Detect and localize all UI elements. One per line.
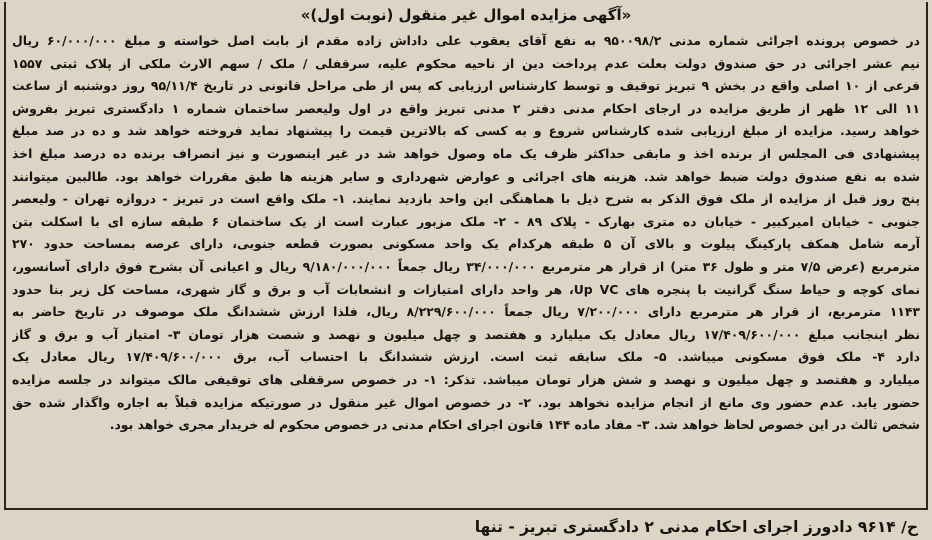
body-line: جنوبی - خیابان امیرکبیر - خیابان ده متری بهارک - پلاک ۸۹ - ۲- ملک مزبور عبارت است از یک ساختمان ۶ طبقه سازه ای با اسکلت بتن	[12, 213, 920, 229]
body-line: نمای کوچه و حیاط سنگ گرانیت با پنجره های Up VC، هر واحد دارای امتیازات و انشعابات آب و برق و گاز شهری، مساحت کل زیر بنا حدود	[12, 281, 920, 297]
notice-signature: ح/ ۹۶۱۴ دادورز اجرای احکام مدنی ۲ دادگستری تبریز - تنها	[474, 518, 918, 536]
body-line: فرعی از ۱۰ اصلی واقع در بخش ۹ تبریز توقیف و توسط کارشناس ارزیابی که پس از طی مراحل قانونی در تاریخ ۹۵/۱۱/۴ روز دوشنبه از ساعت	[12, 78, 920, 94]
body-line: خواهد رسید. مزایده از مبلغ ارزیابی شده کارشناس شروع و به کسی که بالاترین قیمت را پیشنهاد نماید فروخته خواهد شد و ده در صد مبلغ	[12, 123, 920, 139]
body-line: پنج روز قبل از مزایده از ملک فوق الذکر به شرح ذیل با هماهنگی این واحد بازدید نمایند. ۱- ملک واقع است در تبریز - دروازه تهران - ولیعصر	[12, 191, 920, 207]
notice-title: «آگهی مزایده اموال غیر منقول (نوبت اول)»	[300, 6, 632, 24]
body-line: در خصوص پرونده اجرائی شماره مدنی ۹۵۰۰۹۸/۲ به نفع آقای یعقوب علی داداش زاده مقدم از بابت اصل خواسته و مبلغ ۶۰/۰۰۰/۰۰۰ ریال	[12, 33, 920, 48]
body-line: ۱۱۴۳ مترمربع، از قرار هر مترمربع دارای ۷/۲۰۰/۰۰۰ ریال جمعاً ۸/۲۲۹/۶۰۰/۰۰۰ ریال، فلذا ارزش ششدانگ ملک موصوف در تاریخ حاضر به	[12, 304, 920, 320]
body-line: نیم عشر اجرائی در حق صندوق دولت بعلت عدم پرداخت دین از ناحیه محکوم علیه، سرقفلی / ملک / سهم الارث ملکی از پلاک ثبتی ۱۵۵۷	[12, 55, 920, 71]
body-line: میلیارد و هفتصد و چهل میلیون و نهصد و شش هزار تومان میباشد. تذکر: ۱- در خصوص سرقفلی های توقیفی مالک میتواند در جلسه مزایده	[12, 371, 920, 387]
body-line: پیشنهادی فی المجلس از برنده اخذ و مابقی حداکثر ظرف یک ماه وصول خواهد شد در غیر اینصورت و نیز انصراف برنده ده درصد مبلغ اخذ	[12, 145, 920, 161]
body-line: مترمربع (عرض ۷/۵ متر و طول ۳۶ متر) از قرار هر مترمربع ۳۴/۰۰۰/۰۰۰ ریال جمعاً ۹/۱۸۰/۰۰۰/۰۰۰ ریال و اعیانی آن بشرح فوق دارای آسانسور،	[12, 258, 920, 274]
notice-body	[12, 30, 920, 437]
body-line: ۱۱ الی ۱۲ ظهر از طریق مزایده در ارجای احکام مدنی دفتر ۲ مدنی تبریز واقع در اول ولیعصر ساختمان شماره ۱ دادگستری تبریز بفروش	[12, 100, 920, 116]
body-line: آرمه شامل همکف پارکینگ پیلوت و بالای آن ۵ طبقه هرکدام یک واحد مسکونی بصورت قطعه جنوبی، دارای عرصه بمساحت حدود ۲۷۰	[12, 236, 920, 252]
body-line: شده به نفع صندوق دولت ضبط خواهد شد. هزینه های اجرائی و عوارض شهرداری و سایر هزینه ها طبق مقررات خواهد بود. طالبین میتوانند	[12, 168, 920, 184]
body-line: حضور یابد. عدم حضور وی مانع از انجام مزایده نخواهد بود. ۲- در خصوص اموال غیر منقول در صورتیکه مزایده قبلاً به اجاره واگذار شده حق	[12, 394, 920, 410]
body-line: نظر اینجانب مبلغ ۱۷/۴۰۹/۶۰۰/۰۰۰ ریال معادل یک میلیارد و هفتصد و چهل میلیون و نهصد و شصت هزار تومان ۳- امتیاز آب و برق و گاز	[12, 326, 920, 342]
body-line: شخص ثالث در این خصوص لحاظ خواهد شد. ۳- مفاد ماده ۱۴۴ قانون اجرای احکام مدنی در خصوص محکوم له خریدار مجری خواهد بود.	[109, 417, 920, 433]
body-line: دارد ۴- ملک فوق مسکونی میباشد. ۵- ملک سابقه ثبت است. ارزش ششدانگ با احتساب آب، برق ۱۷/۴۰۹/۶۰۰/۰۰۰ ریال معادل یک	[12, 349, 920, 365]
